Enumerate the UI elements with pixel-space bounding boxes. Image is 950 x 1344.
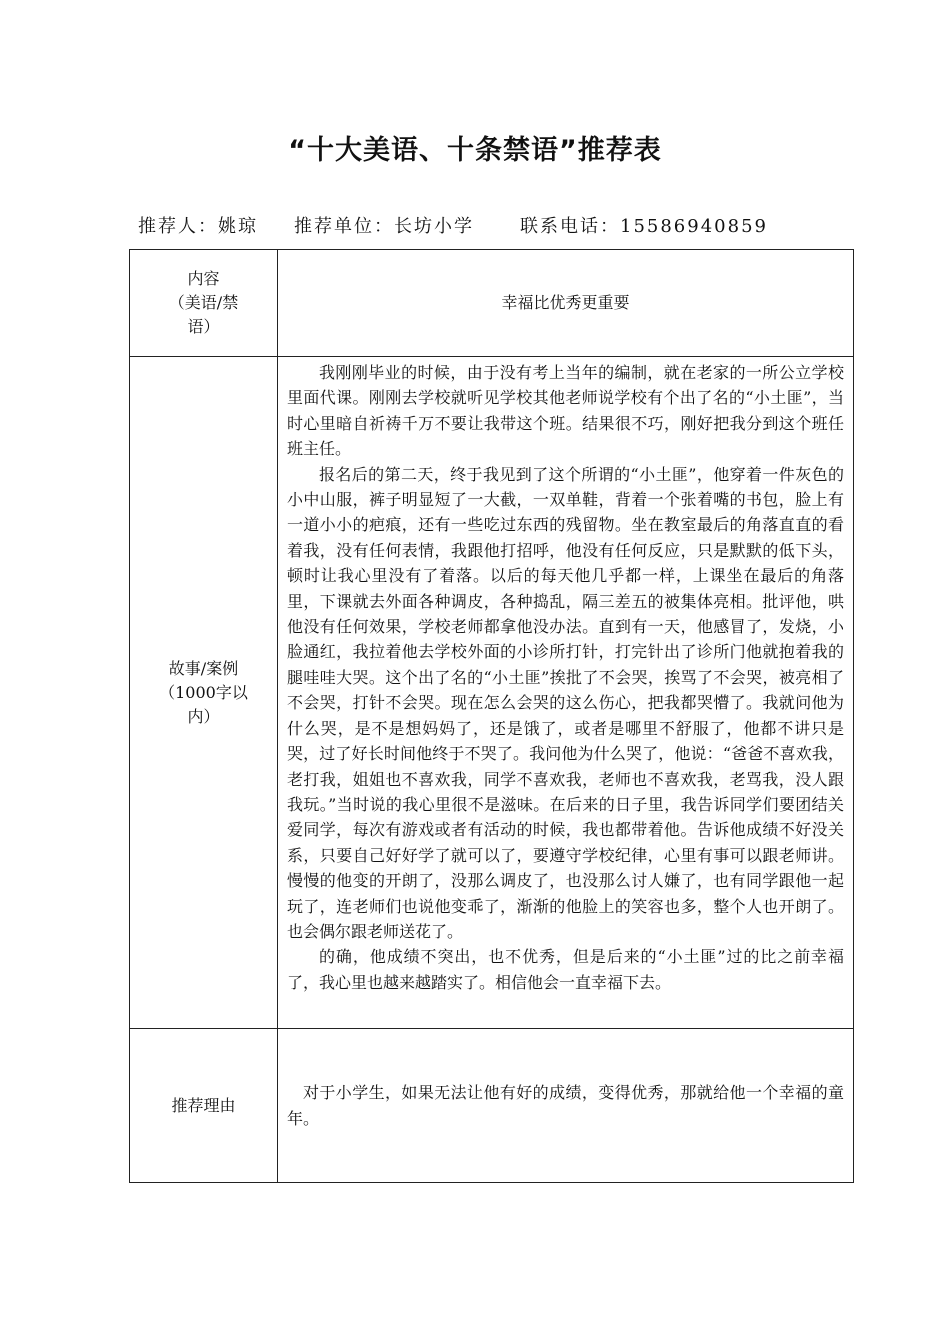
- reason-label: 推荐理由: [130, 1029, 278, 1183]
- content-value: 幸福比优秀更重要: [278, 250, 854, 357]
- story-paragraph: 的确，他成绩不突出，也不优秀，但是后来的“小土匪”过的比之前幸福了，我心里也越来越踏实了。相信他会一直幸福下去。: [287, 947, 844, 992]
- story-row: [130, 357, 854, 1029]
- recommender-name: 姚琼: [218, 216, 258, 237]
- story-label-sub2: 内）: [187, 706, 220, 726]
- content-label: 内容: [187, 269, 220, 288]
- story-paragraph: 报名后的第二天，终于我见到了这个所谓的“小土匪”，他穿着一件灰色的小中山服，裤子明显短了一大截，一双单鞋，背着一个张着嘴的书包，脸上有一道小小的疤痕，还有一些吃过东西的残留物。坐在教室最后的角落直直的看着我，没有任何表情，我跟他打招呼，他没有任何反应，只是默默的低下头，顿时让我心里没有了着落。以后的每天他几乎都一样，上课坐在最后的角落里，下课就去外面各种调皮，各种捣乱，隔三差五的被集体亮相。批评他，哄他没有任何效果，学校老师都拿他没办法。直到有一天，他感冒了，发烧，小脸通红，我拉着他去学校外面的小诊所打针，打完针出了诊所门他就抱着我的腿哇哇大哭。这个出了名的“小土匪”挨批了不会哭，挨骂了不会哭，被亮相了不会哭，打针不会哭。现在怎么会哭的这么伤心，把我都哭懵了。我就问他为什么哭，是不是想妈妈了，还是饿了，或者是哪里不舒服了，他都不讲只是哭，过了好长时间他终于不哭了。我问他为什么哭了，他说：“爸爸不喜欢我，老打我，姐姐也不喜欢我，同学不喜欢我，老师也不喜欢我，老骂我，没人跟我玩。”当时说的我心里很不是滋味。在后来的日子里，我告诉同学们要团结关爱同学，每次有游戏或者有活动的时候，我也都带着他。告诉他成绩不好没关系，只要自己好好学了就可以了，要遵守学校纪律，心里有事可以跟老师讲。慢慢的他变的开朗了，没那么调皮了，也没那么讨人嫌了，也有同学跟他一起玩了，连老师们也说他变乖了，渐渐的他脸上的笑容也多，整个人也开朗了。也会偶尔跟老师送花了。: [287, 464, 844, 941]
- phone-number: 15586940859: [620, 216, 768, 237]
- recommender-info: [138, 212, 768, 238]
- story-label-sub: （1000字以: [159, 682, 248, 702]
- story-label-cell: [130, 357, 278, 1029]
- content-label-cell: [130, 250, 278, 357]
- unit-label: 推荐单位：: [294, 216, 394, 237]
- recommendation-table: [129, 249, 854, 1183]
- story-label: 故事/案例: [168, 658, 239, 678]
- content-row: [130, 250, 854, 357]
- story-content: [278, 357, 854, 1029]
- reason-text: 对于小学生，如果无法让他有好的成绩，变得优秀，那就给他一个幸福的童年。: [287, 1083, 844, 1128]
- phone-label: 联系电话：: [520, 216, 620, 237]
- unit-name: 长坊小学: [394, 216, 474, 237]
- reason-content: [278, 1029, 854, 1183]
- content-label-sub2: 语）: [187, 317, 220, 336]
- story-paragraph: 我刚刚毕业的时候，由于没有考上当年的编制，就在老家的一所公立学校里面代课。刚刚去学校就听见学校其他老师说学校有个出了名的“小土匪”，当时心里暗自祈祷千万不要让我带这个班。结果很不巧，刚好把我分到这个班任班主任。: [287, 363, 844, 459]
- page-title: “十大美语、十条禁语”推荐表: [288, 135, 662, 166]
- content-label-sub: （美语/禁: [168, 293, 239, 312]
- reason-row: [130, 1029, 854, 1183]
- recommender-label: 推荐人：: [138, 216, 218, 237]
